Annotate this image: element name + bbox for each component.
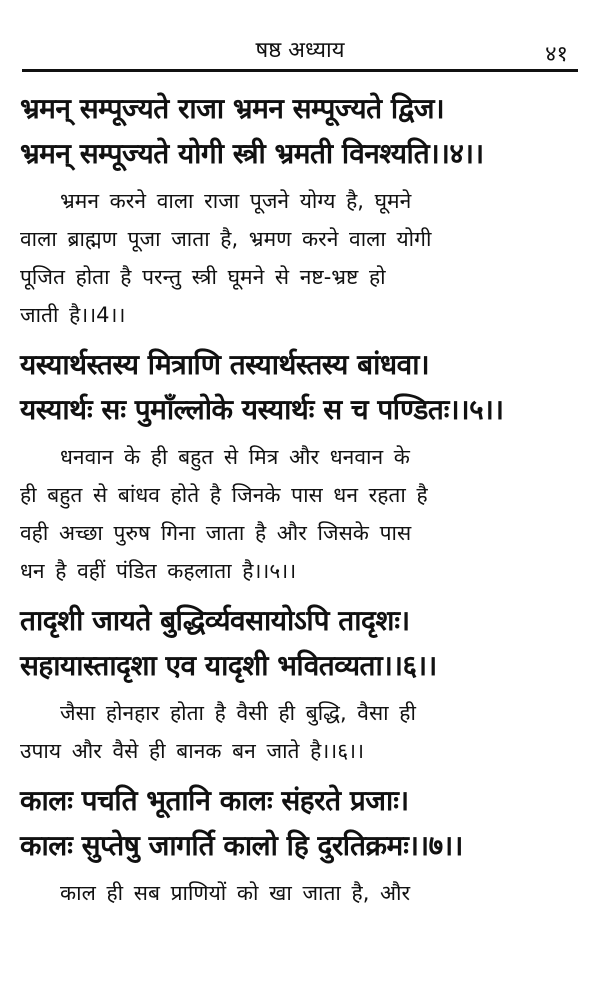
meaning-line: धनवान के ही बहुत से मित्र और धनवान के [60,445,410,469]
shloka-line: तादृशी जायते बुद्धिर्व्यवसायोऽपि तादृशः। [20,604,410,637]
verse-block [20,598,580,770]
meaning-line: धन है वहीं पंडित कहलाता है।।५।। [20,559,297,583]
verse-meaning [20,438,580,590]
shloka-line: कालः सुप्तेषु जागर्ति कालो हि दुरतिक्रमः।।७।। [20,829,463,862]
meaning-line: वाला ब्राह्मण पूजा जाता है, भ्रमण करने वाला योगी [20,227,432,251]
meaning-line: जाती है।।4।। [20,303,126,327]
page-number: ४१ [545,42,568,67]
shloka-line: भ्रमन् सम्पूज्यते राजा भ्रमन सम्पूज्यते द्विज। [20,92,445,125]
page-header [0,32,600,72]
header-rule [22,69,578,72]
shloka-line: भ्रमन् सम्पूज्यते योगी स्त्री भ्रमती विनश्यति।।४।। [20,137,484,170]
shloka-line: यस्यार्थः सः पुमाँल्लोके यस्यार्थः स च पण्डितः।।५।। [20,393,504,426]
verse-block [20,342,580,590]
meaning-line: वही अच्छा पुरुष गिना जाता है और जिसके पास [20,521,412,545]
meaning-line: पूजित होता है परन्तु स्त्री घूमने से नष्ट-भ्रष्ट हो [20,265,386,289]
shloka-line: कालः पचति भूतानि कालः संहरते प्रजाः। [20,784,409,817]
verse-block [20,778,580,912]
page-content [20,86,580,920]
meaning-line: भ्रमन करने वाला राजा पूजने योग्य है, घूमने [60,189,412,213]
meaning-line: ही बहुत से बांधव होते है जिनके पास धन रहता है [20,483,428,507]
meaning-line: जैसा होनहार होता है वैसी ही बुद्धि, वैसा ही [60,701,416,725]
verse-meaning [20,694,580,770]
meaning-line: उपाय और वैसे ही बानक बन जाते है।।६।। [20,739,365,763]
verse-meaning [20,874,580,912]
verse-block [20,86,580,334]
verse-meaning [20,182,580,334]
shloka-line: यस्यार्थस्तस्य मित्राणि तस्यार्थस्तस्य बांधवा। [20,348,430,381]
chapter-title: षष्ठ अध्याय [255,38,345,63]
meaning-line: काल ही सब प्राणियों को खा जाता है, और [60,881,411,905]
shloka-line: सहायास्तादृशा एव यादृशी भवितव्यता।।६।। [20,649,437,682]
